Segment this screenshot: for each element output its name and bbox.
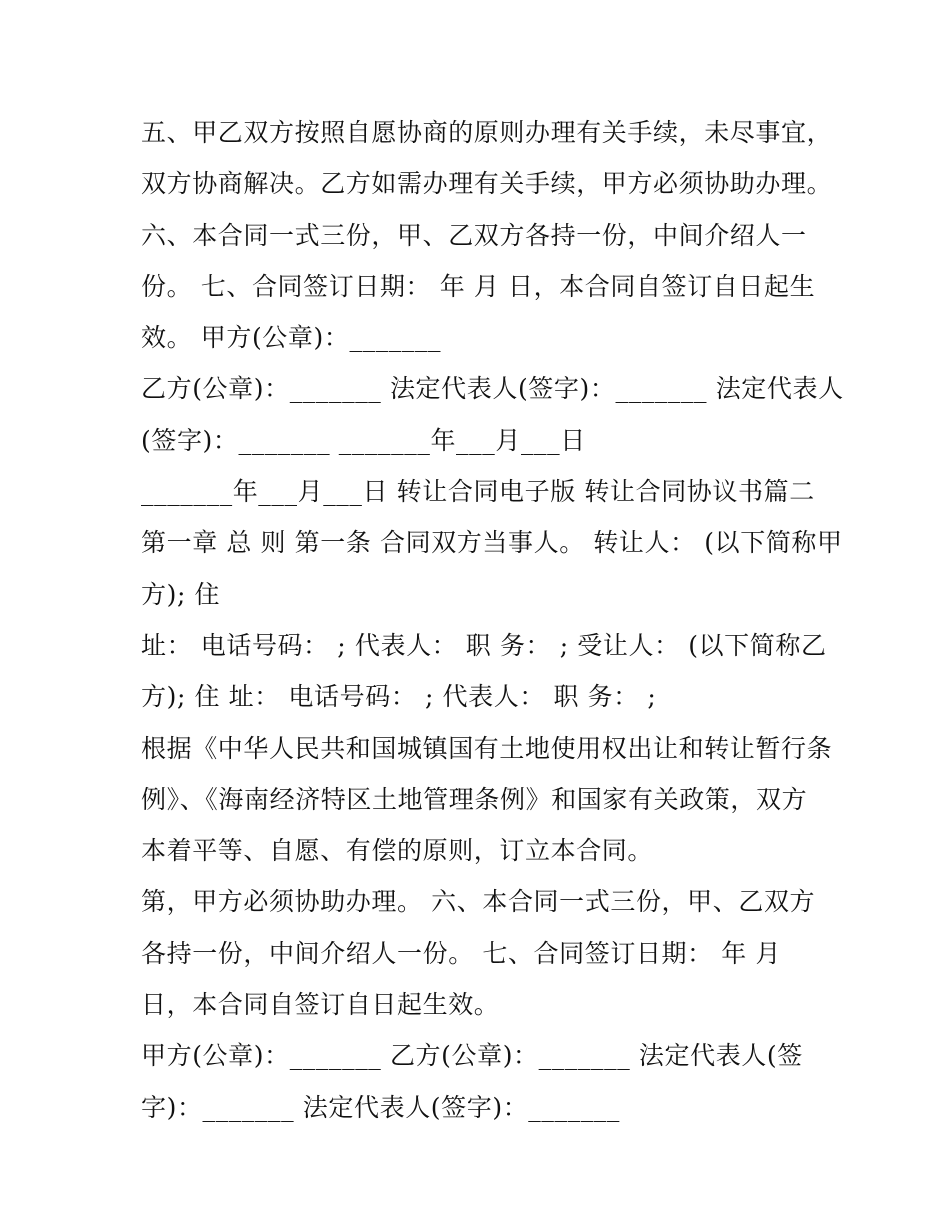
text-line: 份。 七、合同签订日期： 年 月 日，本合同自签订自日起生: [141, 271, 816, 301]
text-line: 效。 甲方(公章)：_______: [141, 323, 442, 353]
contract-text: [141, 107, 844, 1133]
text-line: 方); 住: [141, 579, 221, 609]
text-line: 六、本合同一式三份，甲、乙双方各持一份，中间介绍人一: [141, 220, 807, 250]
text-line: 五、甲乙双方按照自愿协商的原则办理有关手续，未尽事宜，: [141, 118, 833, 147]
text-line: (签字)：_______ _______年___月___日: [141, 425, 586, 455]
text-line: 日，本合同自签订自日起生效。: [141, 990, 500, 1020]
text-line: 字)：_______ 法定代表人(签字)：_______: [141, 1092, 621, 1122]
text-line: 各持一份，中间介绍人一份。 七、合同签订日期： 年 月: [141, 938, 782, 968]
text-line: 址： 电话号码： ; 代表人： 职 务： ; 受让人： (以下简称乙: [141, 630, 827, 660]
text-line: 第，甲方必须协助办理。 六、本合同一式三份，甲、乙双方: [141, 887, 816, 917]
text-line: 本着平等、自愿、有偿的原则，订立本合同。: [141, 836, 654, 866]
text-line: 方); 住 址： 电话号码： ; 代表人： 职 务： ;: [141, 682, 657, 712]
text-line: 双方协商解决。乙方如需办理有关手续，甲方必须协助办理。: [141, 169, 833, 199]
text-line: 乙方(公章)：_______ 法定代表人(签字)：_______ 法定代表人: [141, 374, 844, 404]
text-line: 例》、《海南经济特区土地管理条例》和国家有关政策，双方: [141, 784, 808, 814]
text-line: 根据《中华人民共和国城镇国有土地使用权出让和转让暂行条: [141, 733, 833, 763]
text-line: _______年___月___日 转让合同电子版 转让合同协议书篇二: [141, 477, 815, 507]
text-line: 甲方(公章)：_______ 乙方(公章)：_______ 法定代表人(签: [141, 1041, 803, 1071]
text-line: 第一章 总 则 第一条 合同双方当事人。 转让人： (以下简称甲: [141, 528, 843, 558]
